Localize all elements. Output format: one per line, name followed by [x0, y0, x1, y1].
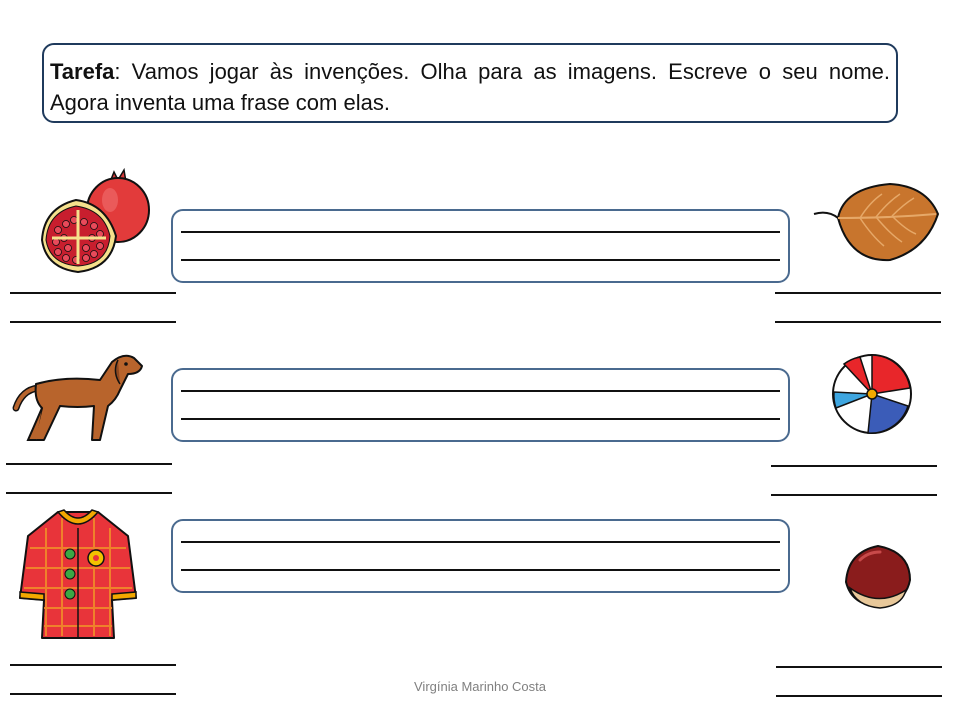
task-text: : Vamos jogar às invenções. Olha para as imagens. Escreve o seu nome. Agora inventa uma frase com elas.: [50, 59, 890, 115]
task-box: [42, 43, 898, 123]
sentence-line[interactable]: [181, 231, 780, 233]
name-line-left-1a[interactable]: [10, 292, 176, 294]
name-line-right-2a[interactable]: [771, 465, 937, 467]
sentence-line[interactable]: [181, 259, 780, 261]
sentence-line[interactable]: [181, 418, 780, 420]
sentence-line[interactable]: [181, 541, 780, 543]
sentence-box-2[interactable]: [171, 368, 790, 442]
author-credit: Virgínia Marinho Costa: [414, 679, 546, 694]
sentence-box-3[interactable]: [171, 519, 790, 593]
name-line-right-3a[interactable]: [776, 666, 942, 668]
sentence-line[interactable]: [181, 390, 780, 392]
name-line-left-2b[interactable]: [6, 492, 172, 494]
name-line-left-2a[interactable]: [6, 463, 172, 465]
name-line-left-3a[interactable]: [10, 664, 176, 666]
leaf-icon: [810, 180, 942, 268]
coat-icon: [16, 508, 140, 642]
name-line-right-2b[interactable]: [771, 494, 937, 496]
beach-ball-icon: [830, 352, 914, 436]
chestnut-icon: [840, 542, 916, 612]
name-line-right-1a[interactable]: [775, 292, 941, 294]
name-line-right-1b[interactable]: [775, 321, 941, 323]
sentence-line[interactable]: [181, 569, 780, 571]
task-label: Tarefa: [50, 59, 115, 84]
pomegranate-icon: [36, 168, 152, 278]
name-line-right-3b[interactable]: [776, 695, 942, 697]
name-line-left-1b[interactable]: [10, 321, 176, 323]
dog-icon: [8, 350, 146, 448]
sentence-box-1[interactable]: [171, 209, 790, 283]
task-instruction: [50, 56, 890, 118]
